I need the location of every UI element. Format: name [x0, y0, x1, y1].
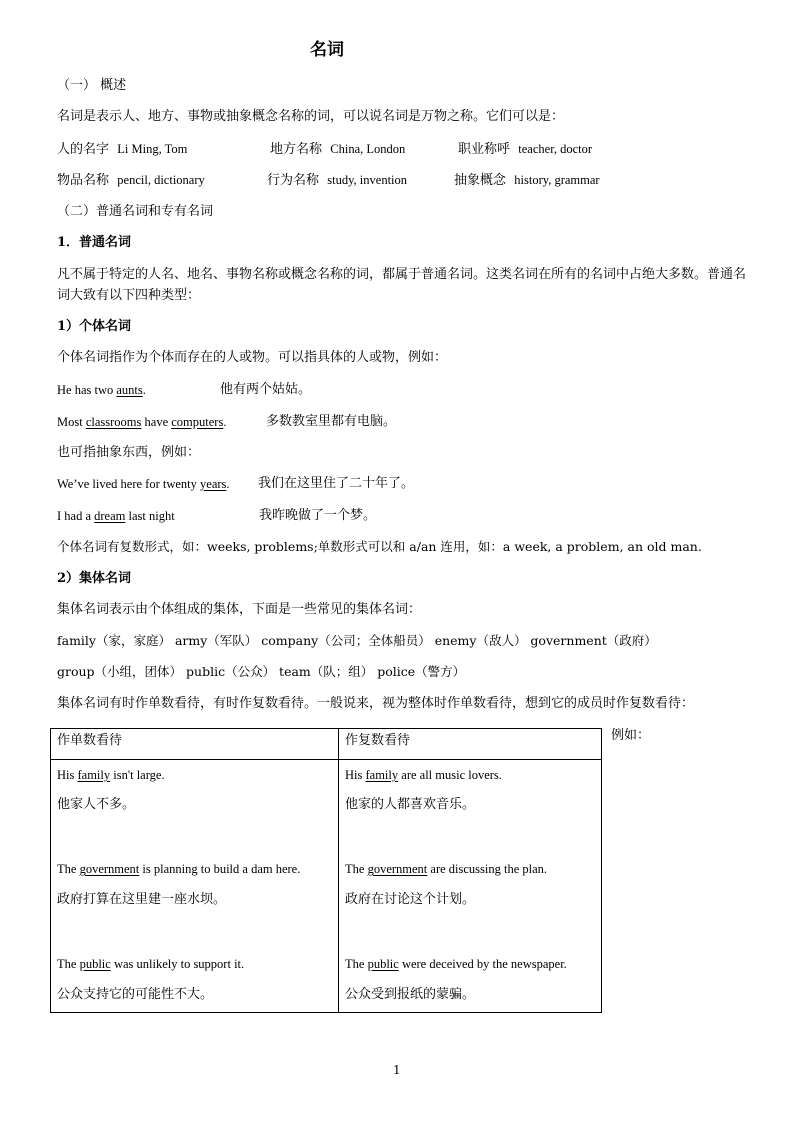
category-objects — [57, 170, 205, 191]
collective-nouns-list: family（家，家庭） army（军队） company（公司；全体船员） enemy（敌人） government（政府） — [57, 633, 657, 648]
column-header-singular: 作单数看待 — [51, 729, 339, 760]
subheading-collective-nouns: 2）集体名词 — [57, 571, 132, 586]
singular-plural-table — [50, 728, 602, 1013]
category-examples: pencil, dictionary — [117, 173, 205, 187]
category-examples: history, grammar — [514, 173, 600, 187]
column-header-plural: 作复数看待 — [339, 729, 602, 760]
category-label: 抽象概念 — [454, 173, 507, 188]
example-sentence: We’ve lived here for twenty years. — [57, 477, 230, 491]
example-sentence: His family are all music lovers. — [345, 768, 502, 782]
example-translation: 他家的人都喜欢音乐。 — [345, 797, 476, 812]
common-nouns-description: 凡不属于特定的人名、地名、事物名称或概念名称的词，都属于普通名词。这类名词在所有的名词中占绝大多数。普通名词大致有以下四种类型： — [57, 267, 747, 303]
singular-column — [51, 760, 339, 1013]
category-label: 人的名字 — [57, 142, 110, 157]
category-examples: study, invention — [327, 173, 408, 187]
example-sentence: The government are discussing the plan. — [345, 862, 548, 876]
category-label: 行为名称 — [267, 173, 320, 188]
example-sentence: His family isn't large. — [57, 768, 165, 782]
example-translation: 公众支持它的可能性不大。 — [57, 987, 214, 1002]
category-actions — [267, 170, 407, 191]
category-label: 职业称呼 — [458, 142, 511, 157]
example-sentence: The public was unlikely to support it. — [57, 957, 245, 971]
example-sentence: The government is planning to build a dam here. — [57, 862, 301, 876]
example-translation: 我昨晚做了一个梦。 — [259, 508, 377, 523]
category-examples: teacher, doctor — [518, 142, 593, 156]
subheading-individual-nouns: 1）个体名词 — [57, 319, 132, 334]
category-label: 物品名称 — [57, 173, 110, 188]
collective-nouns-intro: 集体名词表示由个体组成的集体，下面是一些常见的集体名词： — [57, 602, 422, 617]
example-sentence: He has two aunts. — [57, 383, 146, 397]
page-title: 名词 — [310, 40, 344, 60]
example-translation: 政府在讨论这个计划。 — [345, 892, 476, 907]
example-translation: 政府打算在这里建一座水坝。 — [57, 892, 227, 907]
category-abstract — [454, 170, 600, 191]
category-examples: China, London — [330, 142, 406, 156]
example-translation: 公众受到报纸的蒙骗。 — [345, 987, 476, 1002]
page-number: 1 — [393, 1063, 401, 1077]
category-examples: Li Ming, Tom — [117, 142, 188, 156]
example-sentence: I had a dream last night — [57, 509, 175, 523]
overview-intro: 名词是表示人、地方、事物或抽象概念名称的词，可以说名词是万物之称。它们可以是： — [57, 109, 565, 124]
category-label: 地方名称 — [270, 142, 323, 157]
example-sentence: The public were deceived by the newspaper. — [345, 957, 567, 971]
example-translation: 他家人不多。 — [57, 797, 136, 812]
plural-column — [339, 760, 602, 1013]
category-occupations — [458, 139, 592, 160]
abstract-intro: 也可指抽象东西，例如： — [57, 445, 201, 460]
plural-form-note: 个体名词有复数形式，如：weeks, problems;单数形式可以和 a/an 连用，如：a week, a problem, an old man. — [57, 539, 702, 554]
example-sentence: Most classrooms have computers. — [57, 415, 227, 429]
example-translation: 多数教室里都有电脑。 — [266, 414, 397, 429]
example-translation: 我们在这里住了二十年了。 — [258, 476, 415, 491]
subheading-common-nouns: 1．普通名词 — [57, 235, 132, 250]
section-heading-common-proper: （二）普通名词和专有名词 — [57, 204, 214, 219]
example-translation: 他有两个姑姑。 — [220, 382, 312, 397]
section-heading-overview: （一） 概述 — [57, 78, 127, 93]
collective-usage-rule: 集体名词有时作单数看待，有时作复数看待。一般说来，视为整体时作单数看待，想到它的成员时作复数看待： — [57, 696, 695, 711]
category-person-names — [57, 139, 187, 160]
example-label: 例如： — [611, 728, 651, 743]
category-place-names — [270, 139, 405, 160]
individual-nouns-intro: 个体名词指作为个体而存在的人或物。可以指具体的人或物，例如： — [57, 350, 448, 365]
collective-nouns-list: group（小组，团体） public（公众） team（队；组） police（警方） — [57, 664, 466, 679]
